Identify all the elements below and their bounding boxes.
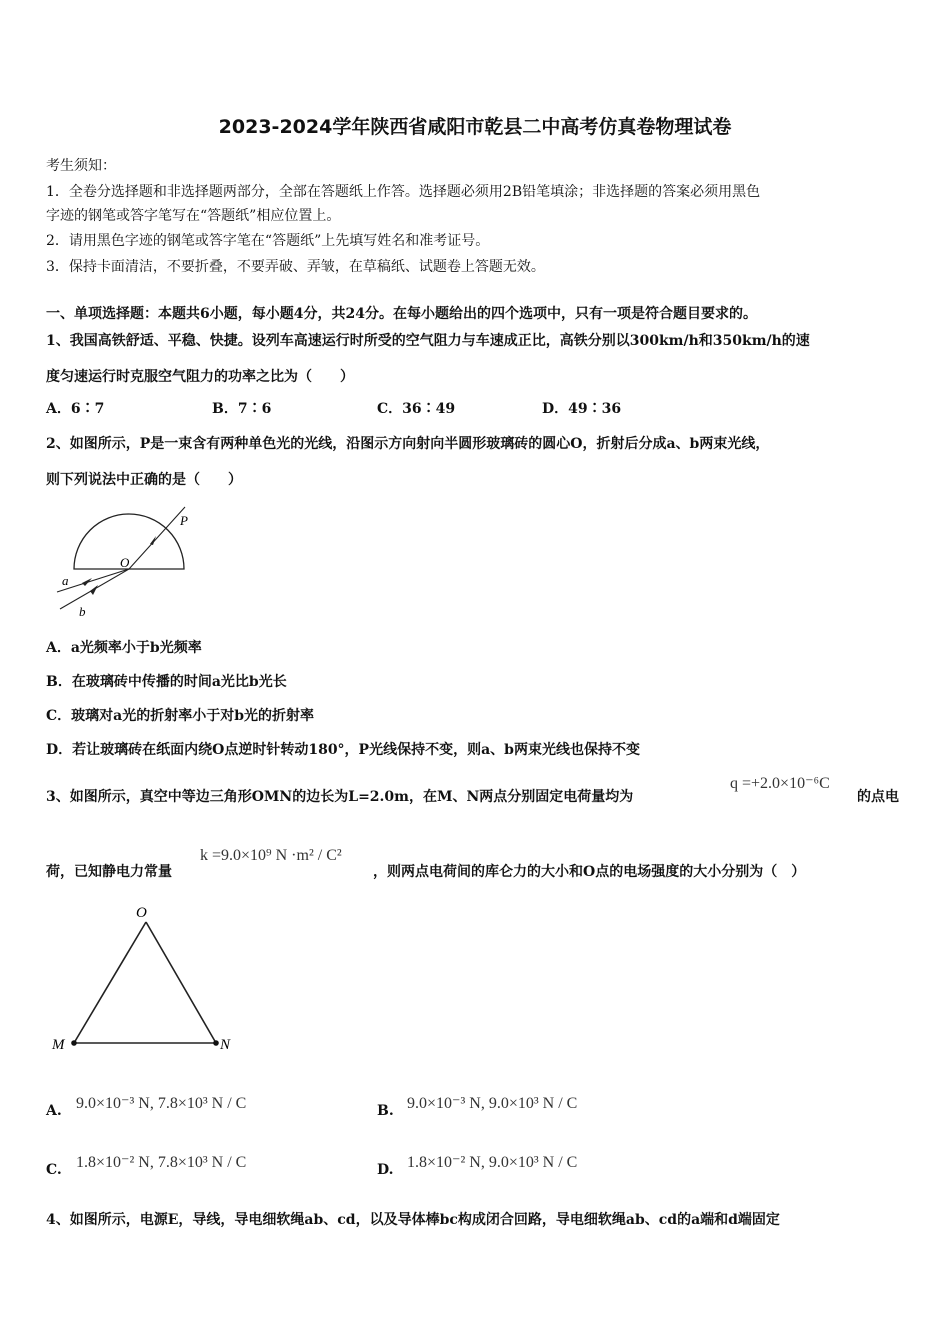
section-heading: 一、单项选择题：本题共6小题，每小题4分，共24分。在每小题给出的四个选项中，只有一项是符合题目要求的。: [46, 306, 757, 322]
q3-option-c-label: C.: [46, 1162, 62, 1178]
label-o: O: [136, 905, 147, 921]
q1-option-d: D．49∶36: [542, 401, 622, 417]
charge-n: [213, 1040, 219, 1046]
side-om: [74, 922, 146, 1043]
q3-option-d-label: D.: [377, 1162, 394, 1178]
q2-stem-line-1: 2、如图所示，P是一束含有两种单色光的光线，沿图示方向射向半圆形玻璃砖的圆心O，折射后分成a、b两束光线，: [46, 436, 770, 452]
label-b: b: [79, 604, 86, 619]
q1-stem-line-2: 度匀速运行时克服空气阻力的功率之比为（ ）: [46, 369, 354, 385]
notice-line-1: 1．全卷分选择题和非选择题两部分，全部在答题纸上作答。选择题必须用2B铅笔填涂；非选择题的答案必须用黑色: [46, 184, 761, 200]
q3-stem-line-1-pre: 3、如图所示，真空中等边三角形OMN的边长为L=2.0m，在M、N两点分别固定电荷量均为: [46, 789, 634, 805]
q3-stem-line-1-post: 的点电: [857, 789, 899, 805]
page-title: 2023-2024学年陕西省咸阳市乾县二中高考仿真卷物理试卷: [218, 116, 732, 138]
q1-option-c: C．36∶49: [377, 401, 456, 417]
label-o: O: [120, 555, 130, 570]
q3-k-formula: k =9.0×10⁹ N ·m² / C²: [200, 847, 342, 864]
label-n: N: [220, 1037, 231, 1053]
q1-option-a: A．6∶7: [46, 401, 105, 417]
q1-option-b: B．7∶6: [212, 401, 272, 417]
q3-option-b: 9.0×10⁻³ N, 9.0×10³ N / C: [407, 1095, 578, 1112]
notice-line-2: 2．请用黑色字迹的钢笔或答字笔在“答题纸”上先填写姓名和准考证号。: [46, 233, 490, 249]
q3-option-d: 1.8×10⁻² N, 9.0×10³ N / C: [407, 1154, 578, 1171]
q2-option-a: A．a光频率小于b光频率: [46, 640, 202, 656]
ray-a-arrow: [82, 578, 92, 586]
notice-line-1b: 字迹的钢笔或答字笔写在“答题纸”相应位置上。: [46, 208, 341, 224]
q2-figure-semicircle-glass: [52, 505, 197, 620]
notice-heading: 考生须知：: [46, 158, 116, 174]
q2-option-c: C．玻璃对a光的折射率小于对b光的折射率: [46, 708, 315, 724]
q3-stem-line-2-post: ，则两点电荷间的库仑力的大小和O点的电场强度的大小分别为（ ）: [373, 864, 806, 880]
q2-option-d: D．若让玻璃砖在纸面内绕O点逆时针转动180°，P光线保持不变，则a、b两束光线也保持不变: [46, 742, 640, 758]
label-p: P: [180, 513, 188, 528]
q4-stem-line-1: 4、如图所示，电源E，导线，导电细软绳ab、cd，以及导体棒bc构成闭合回路，导电细软绳ab、cd的a端和d端固定: [46, 1212, 780, 1228]
q3-option-b-label: B.: [377, 1103, 394, 1119]
charge-m: [71, 1040, 77, 1046]
q3-option-a-label: A.: [46, 1103, 62, 1119]
side-on: [146, 922, 216, 1043]
q2-stem-line-2: 则下列说法中正确的是（ ）: [46, 472, 242, 488]
q2-option-b: B．在玻璃砖中传播的时间a光比b光长: [46, 674, 287, 690]
q3-stem-line-2-pre: 荷，已知静电力常量: [46, 864, 172, 880]
incident-ray-p: [129, 507, 185, 569]
q3-figure-triangle: [48, 900, 243, 1058]
ray-b-arrow: [90, 585, 98, 595]
q1-stem-line-1: 1、我国高铁舒适、平稳、快捷。设列车高速运行时所受的空气阻力与车速成正比，高铁分别以300km/h和350km/h的速: [46, 333, 810, 349]
q3-charge-formula: q =+2.0×10⁻⁶C: [730, 775, 830, 792]
q3-option-a: 9.0×10⁻³ N, 7.8×10³ N / C: [76, 1095, 247, 1112]
notice-line-3: 3．保持卡面清洁，不要折叠，不要弄破、弄皱，在草稿纸、试题卷上答题无效。: [46, 259, 545, 275]
q3-option-c: 1.8×10⁻² N, 7.8×10³ N / C: [76, 1154, 247, 1171]
label-a: a: [62, 573, 69, 588]
label-m: M: [52, 1037, 65, 1053]
